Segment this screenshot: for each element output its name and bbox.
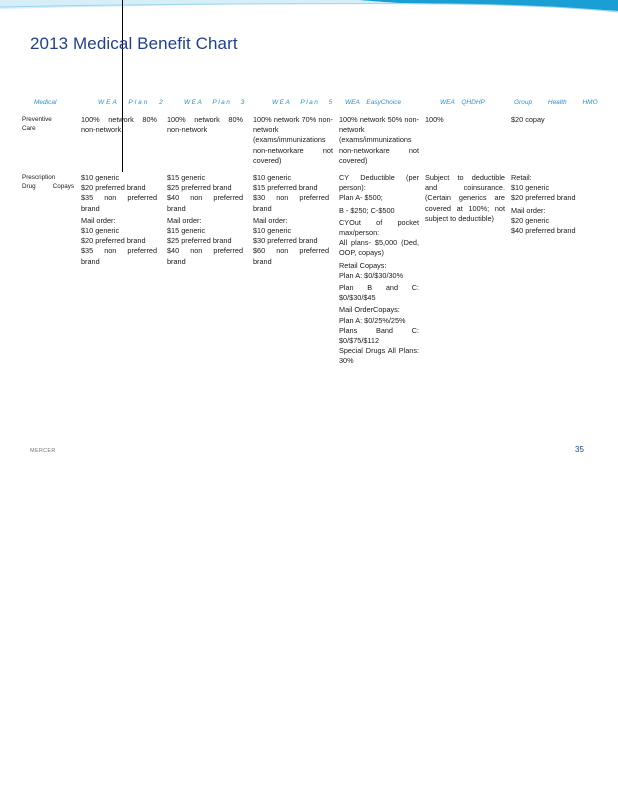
cell-preventive-qhdhp: 100% bbox=[425, 115, 444, 124]
cell-line: $30 preferred brand bbox=[253, 236, 318, 246]
column-header-plan5: WEA Plan 5 bbox=[272, 99, 334, 106]
row-label-prescription bbox=[22, 173, 74, 191]
cell-line: Mail order: bbox=[81, 215, 116, 225]
cell-rx-plan5 bbox=[253, 173, 329, 267]
cell-line: Mail order: bbox=[511, 205, 546, 215]
cell-line: $15 preferred brand bbox=[253, 183, 318, 193]
cell-line: Plans Band C: $0/$75/$112 bbox=[339, 325, 419, 346]
cell-line: CY Deductible (per person): bbox=[339, 173, 419, 193]
row-label-line: Prescription bbox=[22, 174, 56, 181]
cell-line: $15 generic bbox=[167, 226, 206, 236]
cell-line: Plan B and C: $0/$30/$45 bbox=[339, 283, 419, 303]
row-label-line: Care bbox=[22, 125, 36, 132]
cell-line: $10 generic bbox=[253, 226, 292, 236]
cell-line: $40 non preferred brand bbox=[167, 193, 243, 213]
cell-line: $10 generic bbox=[81, 173, 120, 182]
cell-line: $20 preferred brand bbox=[511, 193, 576, 203]
column-header-plan2: WEA Plan 2 bbox=[98, 99, 165, 106]
cell-preventive-group-health: $20 copay bbox=[511, 115, 545, 124]
cell-line: $30 non preferred brand bbox=[253, 193, 329, 213]
cell-line: Plan A- $500; bbox=[339, 193, 383, 203]
row-label-line: Drug Copays bbox=[22, 183, 74, 190]
cell-preventive-plan3: 100% network 80% non-network bbox=[167, 115, 243, 135]
cell-rx-plan3 bbox=[167, 173, 243, 267]
row-label-preventive-care bbox=[22, 115, 52, 133]
cell-line: Retail Copays: bbox=[339, 260, 387, 270]
cell-rx-qhdhp: Subject to deductible and coinsurance. (Certain generics are covered at 100%; not subject to deductible) bbox=[425, 173, 505, 223]
cell-line: $10 generic bbox=[511, 183, 550, 193]
page-title: 2013 Medical Benefit Chart bbox=[30, 34, 238, 53]
row-label-line: Preventive bbox=[22, 116, 52, 123]
column-header-qhdhp: WEA QHDHP bbox=[440, 99, 485, 106]
cell-line: Special Drugs All Plans: 30% bbox=[339, 346, 419, 366]
cell-preventive-plan2: 100% network 80% non-network bbox=[81, 115, 157, 135]
column-header-group-health: Group Health HMO bbox=[514, 99, 598, 106]
footer-brand: MERCER bbox=[30, 448, 56, 454]
cell-line: $40 preferred brand bbox=[511, 226, 576, 236]
cell-line: $25 preferred brand bbox=[167, 236, 232, 246]
cell-line: Plan A: $0/25%/25% bbox=[339, 315, 406, 325]
cell-line: B - $250; C-$500 bbox=[339, 205, 395, 215]
column-header-easychoice: WEA EasyChoice bbox=[345, 99, 402, 106]
cell-line: $20 generic bbox=[511, 215, 550, 225]
cell-line: $10 generic bbox=[253, 173, 292, 182]
cell-line: $20 preferred brand bbox=[81, 236, 146, 246]
cell-rx-easychoice bbox=[339, 173, 419, 367]
cell-line: $35 non preferred brand bbox=[81, 193, 157, 213]
cell-line: Mail order: bbox=[167, 215, 202, 225]
cell-line: $25 preferred brand bbox=[167, 183, 232, 193]
column-header-medical: Medical bbox=[34, 99, 57, 106]
cell-preventive-easychoice: 100% network 50% non-network (exams/immunizations non-networkare not covered) bbox=[339, 115, 419, 165]
cell-preventive-plan5: 100% network 70% non-network (exams/immunizations non-networkare not covered) bbox=[253, 115, 333, 165]
cell-line: $20 preferred brand bbox=[81, 183, 146, 193]
cell-line: CYOut of pocket max/person: bbox=[339, 217, 419, 238]
column-header-plan3: WEA Plan 3 bbox=[184, 99, 246, 106]
cell-line: Mail order: bbox=[253, 215, 288, 225]
top-decorative-band bbox=[0, 0, 618, 24]
vertical-rule bbox=[122, 0, 123, 172]
cell-line: $40 non preferred brand bbox=[167, 246, 243, 266]
cell-line: All plans- $5,000 (Ded, OOP, copays) bbox=[339, 238, 419, 258]
cell-rx-plan2 bbox=[81, 173, 157, 267]
cell-line: Plan A: $0/$30/30% bbox=[339, 270, 404, 280]
cell-rx-group-health bbox=[511, 173, 587, 236]
cell-line: Mail OrderCopays: bbox=[339, 305, 400, 315]
cell-line: $60 non preferred brand bbox=[253, 246, 329, 266]
cell-line: $35 non preferred brand bbox=[81, 246, 157, 266]
cell-line: $15 generic bbox=[167, 173, 206, 182]
cell-line: Retail: bbox=[511, 173, 532, 182]
page-number: 35 bbox=[575, 445, 584, 454]
cell-line: $10 generic bbox=[81, 226, 120, 236]
